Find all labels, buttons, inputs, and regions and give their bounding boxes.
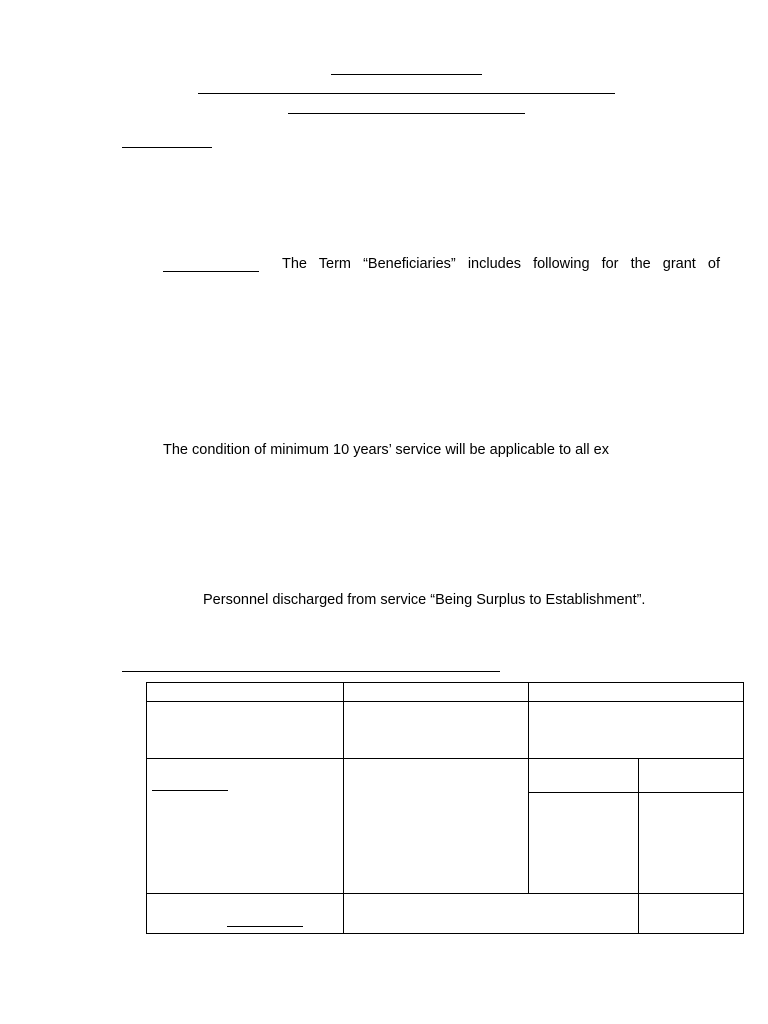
table-column-divider-1 xyxy=(343,682,344,934)
table-cell-rule-2 xyxy=(227,926,303,927)
table-border-left xyxy=(146,682,147,934)
title-rule-3 xyxy=(288,113,525,114)
table-border-right xyxy=(743,682,744,934)
form-table xyxy=(146,682,744,934)
table-cell-rule-1 xyxy=(152,790,228,791)
paragraph-number-rule xyxy=(163,271,259,272)
table-row-divider-3 xyxy=(146,893,744,894)
condition-sentence: The condition of minimum 10 years’ service will be applicable to all ex xyxy=(163,442,609,458)
table-border-top xyxy=(146,682,744,683)
table-row-divider-2 xyxy=(146,758,744,759)
table-subrow-divider xyxy=(528,792,744,793)
title-rule-1 xyxy=(331,74,482,75)
table-border-bottom xyxy=(146,933,744,934)
table-column-divider-3 xyxy=(638,758,639,934)
table-column-divider-2 xyxy=(528,682,529,893)
table-heading-rule xyxy=(122,671,500,672)
discharge-sentence: Personnel discharged from service “Being Surplus to Establishment”. xyxy=(203,592,646,608)
title-rule-2 xyxy=(198,93,615,94)
beneficiaries-sentence: The Term “Beneficiaries” includes following for the grant of xyxy=(282,256,720,272)
table-row-divider-1 xyxy=(146,701,744,702)
section-heading-rule xyxy=(122,147,212,148)
